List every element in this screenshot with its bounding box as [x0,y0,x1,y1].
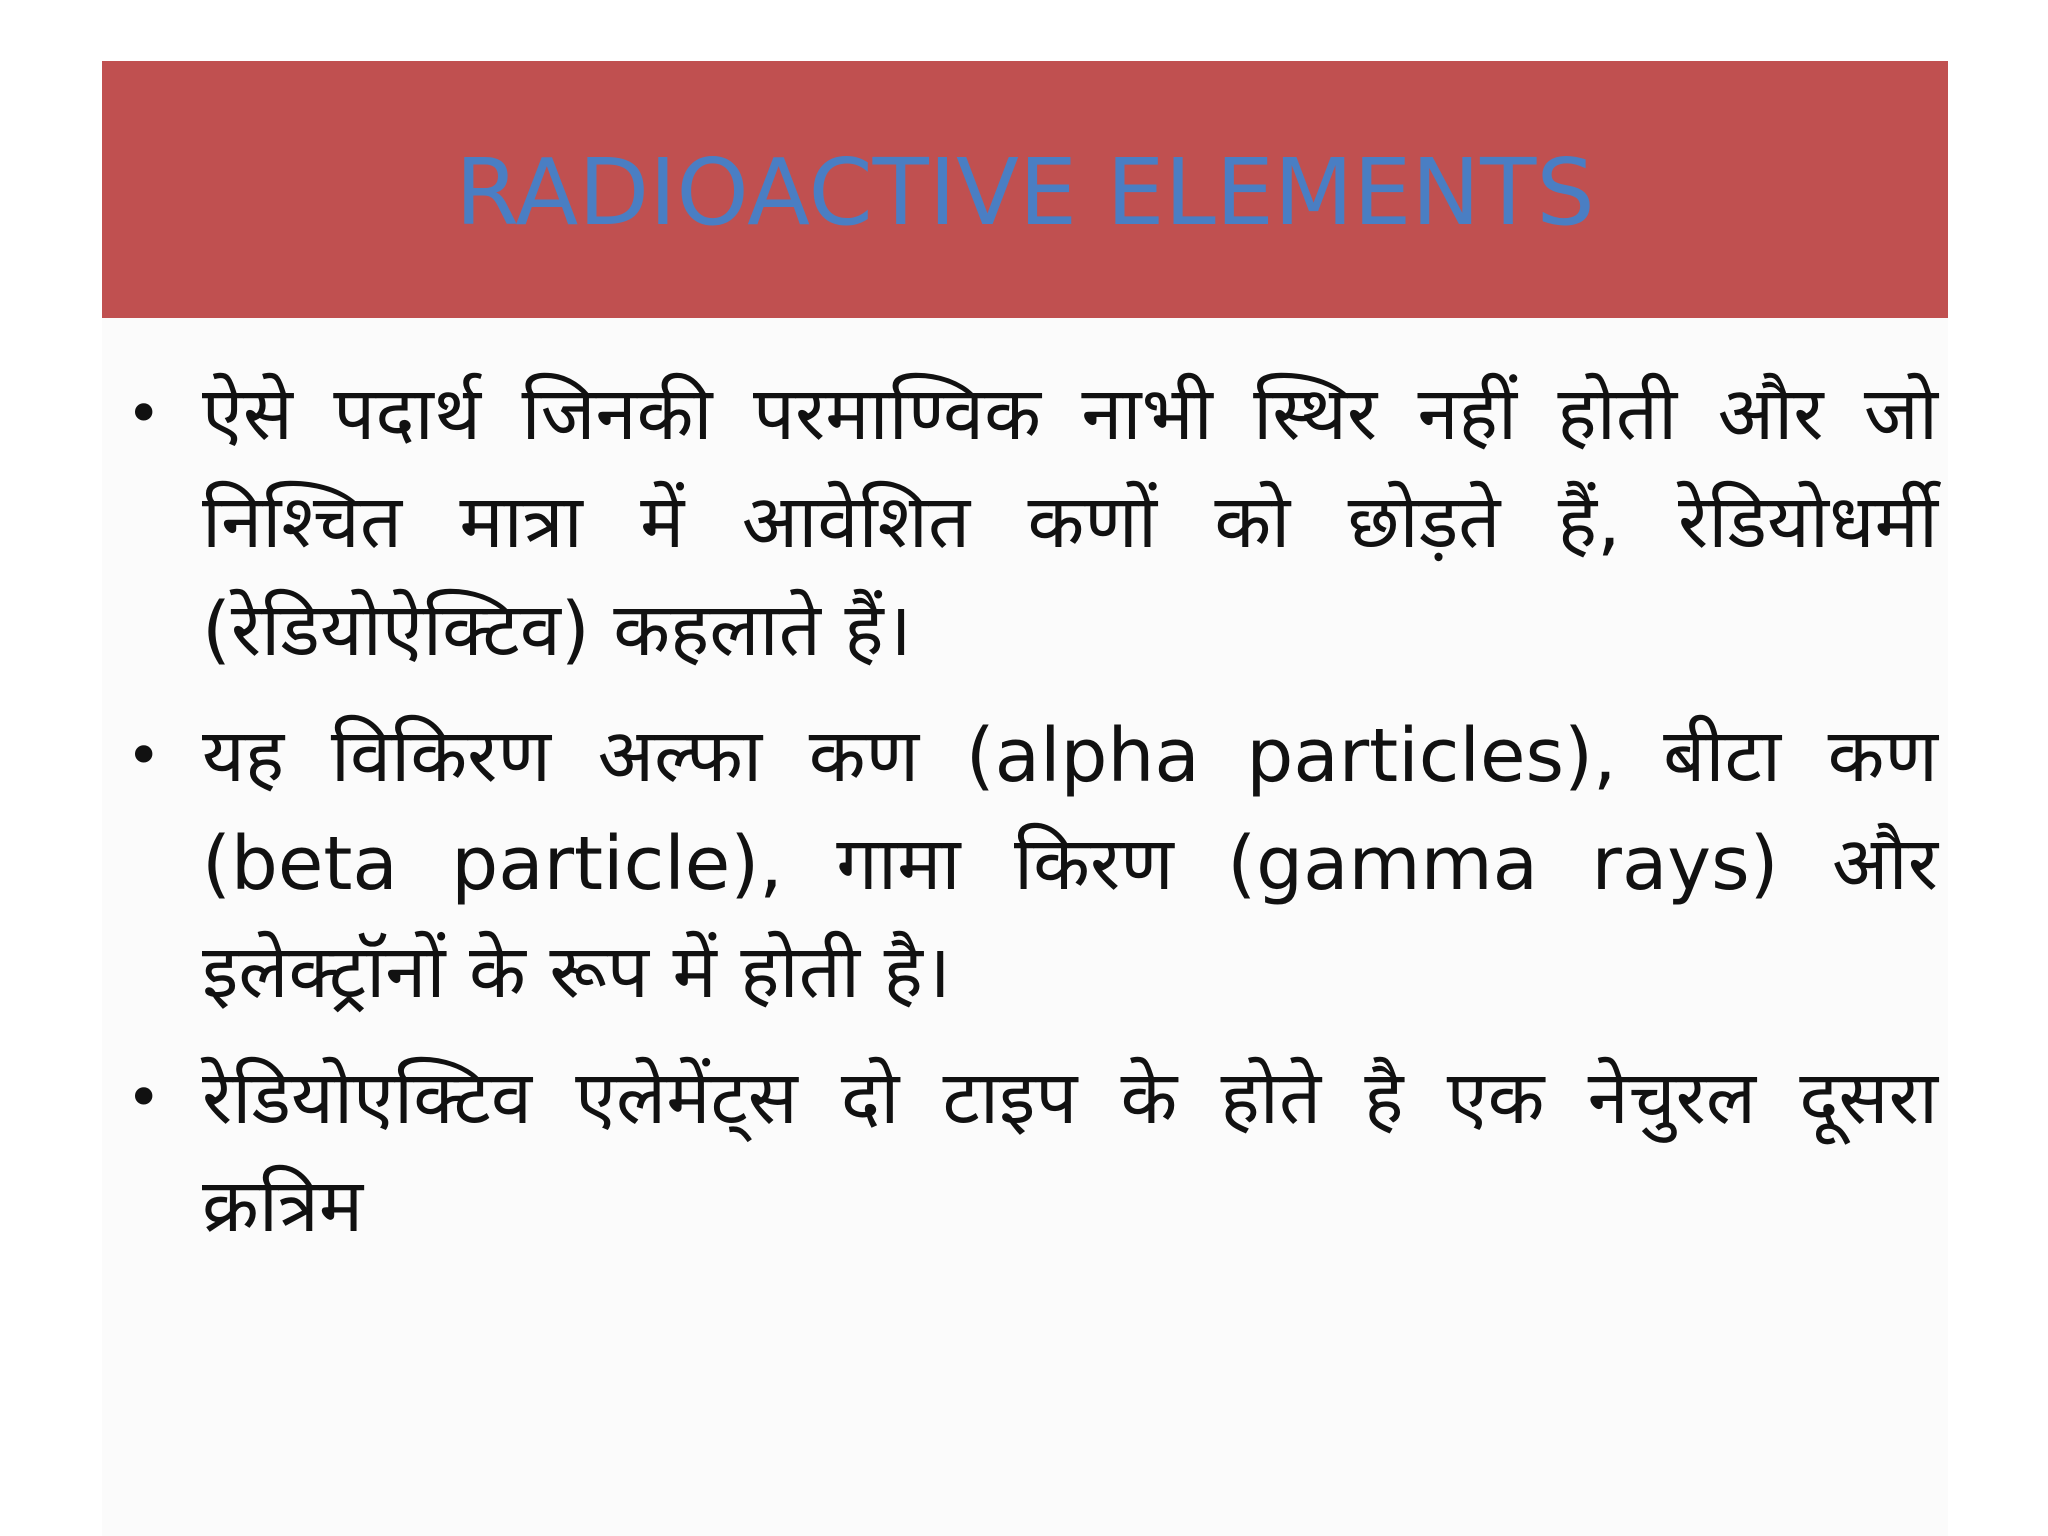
bullet-text: यह विकिरण अल्फा कण (alpha particles), बीटा कण (beta particle), गामा किरण (gamma rays) और इलेक्ट्रॉनों के रूप में होती है। [202,713,1938,1015]
bullet-text: ऐसे पदार्थ जिनकी परमाण्विक नाभी स्थिर नहीं होती और जो निश्चित मात्रा में आवेशित कणों को छोड़ते हैं, रेडियोधर्मी (रेडियोऐक्टिव) कहलाते हैं। [202,371,1938,673]
bullet-icon: • [126,379,162,449]
bullet-list [118,360,1938,1278]
bullet-icon: • [126,721,162,791]
bullet-item-definition [118,360,1938,684]
bullet-text: रेडियोएक्टिव एलेमेंट्स दो टाइप के होते है एक नेचुरल दूसरा क्रत्रिम [202,1055,1938,1249]
bullet-item-element-kinds [118,1044,1938,1260]
slide-title: RADIOACTIVE ELEMENTS [455,139,1595,246]
bullet-icon: • [126,1063,162,1133]
bullet-item-radiation-types [118,702,1938,1026]
title-banner [102,61,1948,318]
